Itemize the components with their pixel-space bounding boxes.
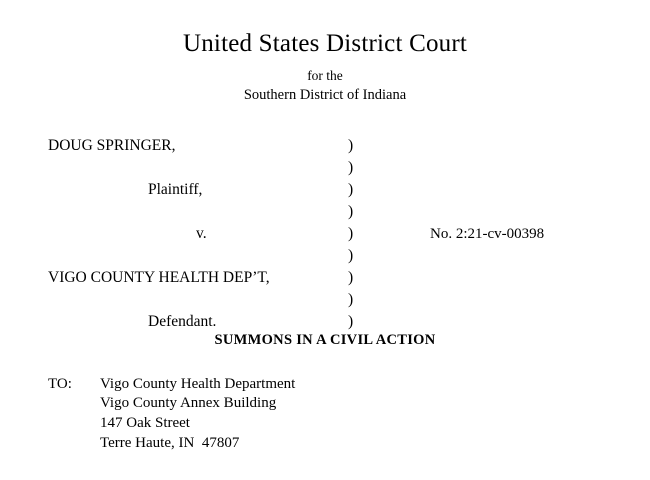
caption-left — [48, 201, 348, 223]
addressee-line: Terre Haute, IN 47807 — [100, 435, 240, 452]
caption-right — [388, 289, 602, 311]
caption-right — [388, 267, 602, 289]
caption-right — [388, 201, 602, 223]
summons-heading: SUMMONS IN A CIVIL ACTION — [214, 331, 436, 348]
document-page — [0, 30, 650, 480]
caption-grid — [48, 135, 602, 333]
caption-left: Plaintiff, — [148, 180, 203, 198]
caption-left: DOUG SPRINGER, — [48, 136, 176, 154]
caption-paren: ) — [348, 202, 354, 220]
caption-paren: ) — [348, 268, 354, 286]
case-number: No. 2:21-cv-00398 — [430, 225, 545, 242]
caption-left: VIGO COUNTY HEALTH DEP’T, — [48, 268, 270, 286]
caption-paren: ) — [348, 312, 354, 330]
caption-left — [48, 157, 348, 179]
court-name: United States District Court — [182, 30, 468, 57]
caption-right — [388, 179, 602, 201]
caption-paren: ) — [348, 180, 354, 198]
addressee-line: Vigo County Health Department — [100, 375, 296, 392]
caption-right — [388, 311, 602, 333]
addressee-block — [48, 375, 602, 455]
case-caption — [48, 135, 602, 330]
caption-paren: ) — [348, 290, 354, 308]
caption-left: Defendant. — [148, 312, 217, 330]
caption-right — [388, 157, 602, 179]
addressee-line: 147 Oak Street — [100, 415, 190, 432]
caption-right — [388, 135, 602, 157]
caption-right — [388, 245, 602, 267]
to-label: TO: — [48, 375, 72, 392]
caption-left — [48, 289, 348, 311]
caption-paren: ) — [348, 224, 354, 242]
caption-paren: ) — [348, 158, 354, 176]
addressee-line: Vigo County Annex Building — [100, 395, 277, 412]
court-for-label: for the — [307, 67, 343, 83]
caption-paren: ) — [348, 136, 354, 154]
caption-left — [48, 245, 348, 267]
caption-left: v. — [196, 224, 207, 242]
court-district: Southern District of Indiana — [243, 87, 407, 104]
addressee-lines — [100, 375, 295, 455]
caption-paren: ) — [348, 246, 354, 264]
